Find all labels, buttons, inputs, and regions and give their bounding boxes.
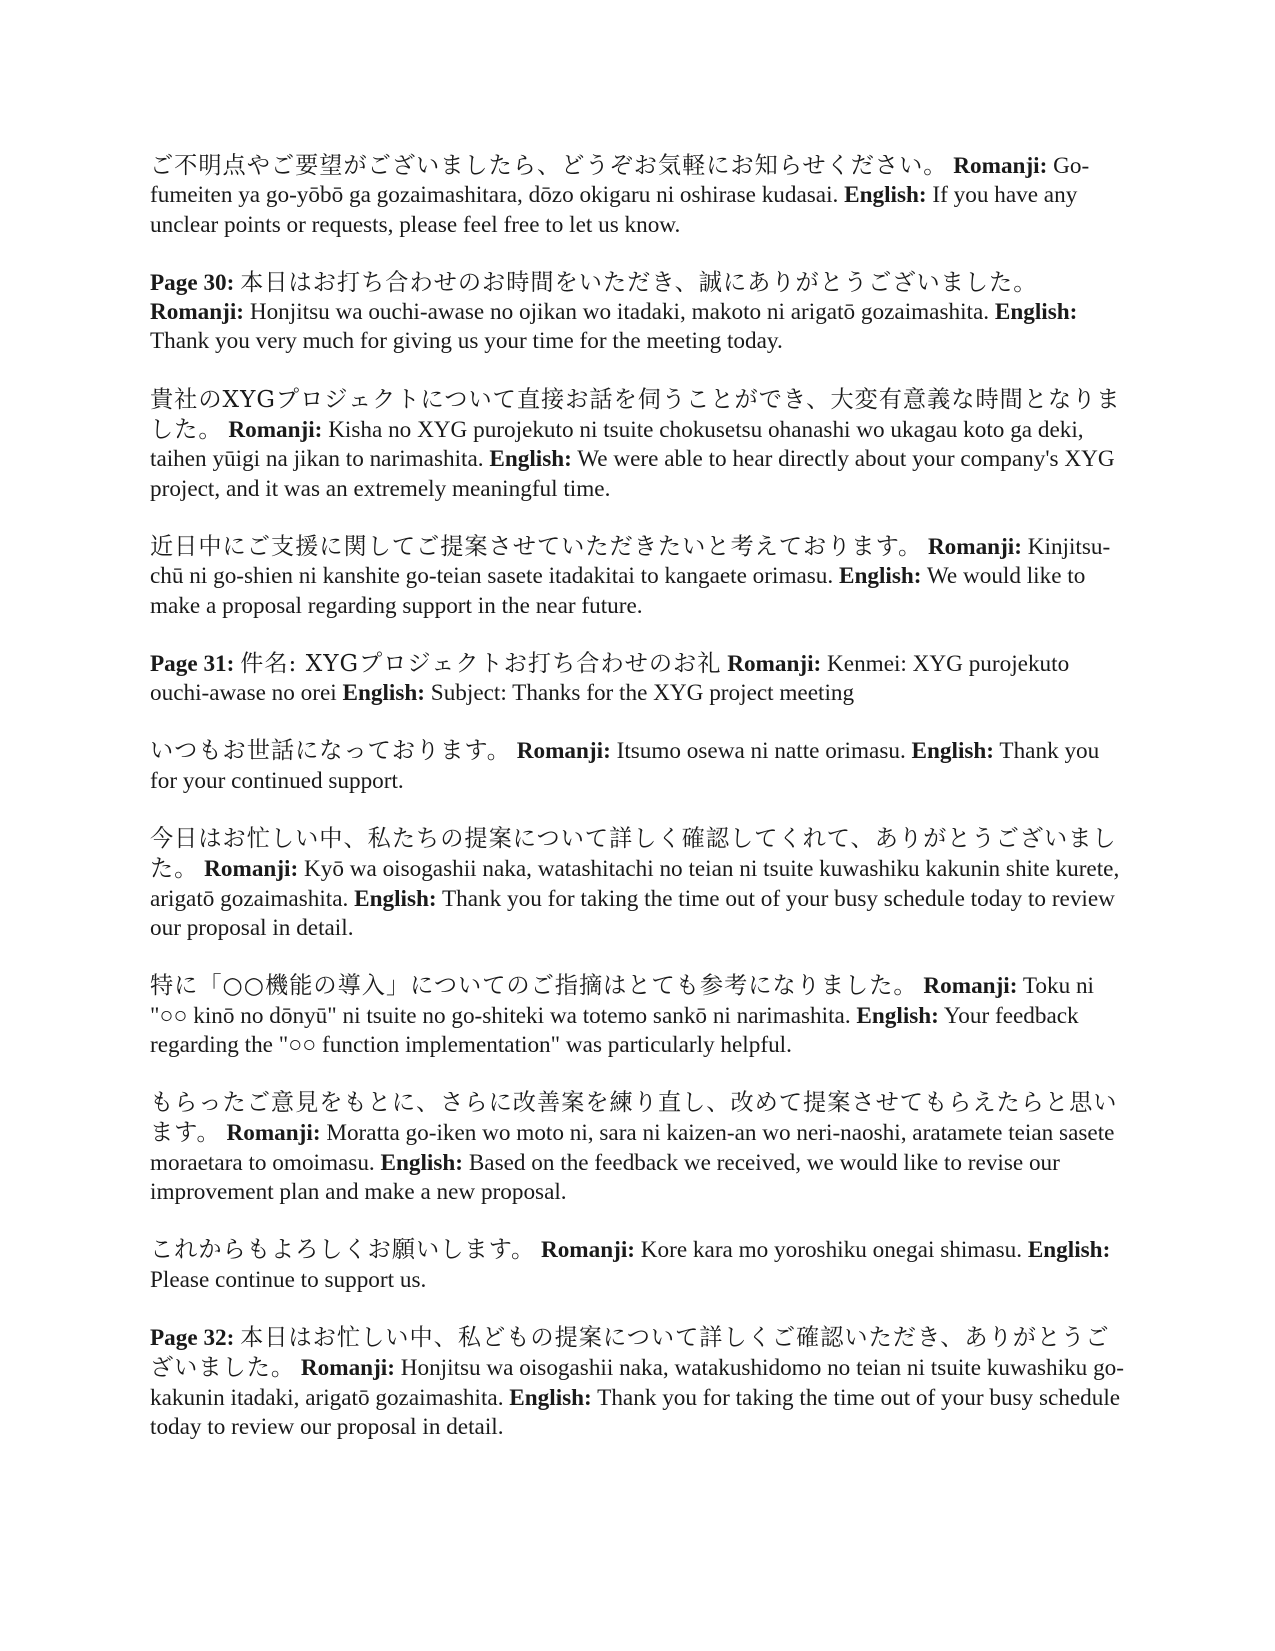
- english-label: English:: [354, 885, 437, 912]
- english-label: English:: [856, 1002, 939, 1029]
- english-label: English:: [489, 446, 572, 473]
- romanji-text: Toku ni "○○ kinō no dōnyū" ni tsuite no go-shiteki wa totemo sankō ni narimashita.: [150, 973, 1095, 1029]
- english-text: Thank you for taking the time out of your busy schedule today to review our proposal in detail.: [150, 1384, 1121, 1440]
- japanese-text: 貴社のXYGプロジェクトについて直接お話を伺うことができ、大変有意義な時間となりました。: [150, 385, 1121, 444]
- japanese-text: 今日はお忙しい中、私たちの提案について詳しく確認してくれて、ありがとうございました。: [150, 825, 1117, 883]
- english-text: Your feedback regarding the "○○ function implementation" was particularly helpful.: [150, 1002, 1079, 1058]
- japanese-text: いつもお世話になっております。: [150, 737, 511, 765]
- romanji-text: Go-fumeiten ya go-yōbō ga gozaimashitara, dōzo okigaru ni oshirase kudasai.: [150, 153, 1090, 209]
- english-label: English:: [994, 299, 1078, 326]
- english-text: Please continue to support us.: [150, 1266, 427, 1293]
- romanji-text: Honjitsu wa ouchi-awase no ojikan wo itadaki, makoto ni arigatō gozaimashita.: [249, 299, 990, 326]
- romanji-label: Romanji:: [228, 417, 323, 444]
- page-label: Page 32:: [150, 1324, 235, 1351]
- translation-paragraph: [150, 268, 1130, 357]
- english-label: English:: [342, 680, 425, 707]
- romanji-label: Romanji:: [150, 299, 245, 326]
- japanese-text: もらったご意見をもとに、さらに改善案を練り直し、改めて提案させてもらえたらと思います。: [150, 1089, 1118, 1147]
- translation-paragraph: [150, 971, 1130, 1060]
- english-label: English:: [911, 738, 995, 765]
- romanji-text: Kinjitsu-chū ni go-shien ni kanshite go-teian sasete itadakitai to kangaete orimasu.: [150, 533, 1111, 590]
- english-text: Subject: Thanks for the XYG project meeting: [430, 680, 855, 707]
- romanji-label: Romanji:: [300, 1355, 395, 1382]
- romanji-text: Itsumo osewa ni natte orimasu.: [616, 738, 906, 765]
- romanji-label: Romanji:: [953, 153, 1048, 179]
- romanji-label: Romanji:: [516, 738, 611, 765]
- page-label: Page 31:: [150, 650, 235, 677]
- japanese-text: 本日はお忙しい中、私どもの提案について詳しくご確認いただき、ありがとうございました。: [150, 1323, 1110, 1382]
- japanese-text: 件名: XYGプロジェクトお打ち合わせのお礼: [240, 649, 722, 677]
- japanese-text: これからもよろしくお願いします。: [150, 1236, 536, 1264]
- romanji-label: Romanji:: [727, 650, 822, 677]
- romanji-text: Kisha no XYG purojekuto ni tsuite chokusetsu ohanashi wo ukagau koto ga deki, taihen yūigi na jikan to narimashita.: [150, 417, 1084, 473]
- romanji-label: Romanji:: [927, 533, 1022, 560]
- translation-paragraph: [150, 1323, 1130, 1442]
- translation-paragraph: [150, 1235, 1130, 1295]
- japanese-text: ご不明点やご要望がございましたら、どうぞお気軽にお知らせください。: [150, 152, 948, 179]
- english-text: Thank you for taking the time out of your busy schedule today to review our proposal in detail.: [150, 885, 1115, 941]
- translation-paragraph: [150, 1088, 1130, 1207]
- romanji-label: Romanji:: [204, 856, 299, 883]
- english-text: Thank you for your continued support.: [150, 738, 1100, 794]
- translation-paragraph: [150, 736, 1130, 796]
- translation-paragraph: [150, 649, 1130, 709]
- romanji-label: Romanji:: [540, 1237, 635, 1264]
- page-label: Page 30:: [150, 269, 235, 296]
- english-label: English:: [509, 1384, 592, 1411]
- romanji-label: Romanji:: [923, 973, 1018, 1000]
- english-text: We were able to hear directly about your company's XYG project, and it was an extremely meaningful time.: [150, 446, 1115, 502]
- english-text: Thank you very much for giving us your time for the meeting today.: [150, 328, 783, 355]
- english-label: English:: [844, 182, 927, 209]
- translation-paragraph: [150, 532, 1130, 621]
- romanji-text: Kyō wa oisogashii naka, watashitachi no teian ni tsuite kuwashiku kakunin shite kurete, arigatō gozaimashita.: [150, 856, 1120, 912]
- romanji-text: Moratta go-iken wo moto ni, sara ni kaizen-an wo neri-naoshi, aratamete teian sasete moraetara to omoimasu.: [150, 1120, 1115, 1176]
- english-label: English:: [838, 563, 922, 590]
- translation-paragraph: [150, 151, 1130, 240]
- japanese-text: 近日中にご支援に関してご提案させていただきたいと考えております。: [150, 532, 923, 560]
- english-text: Based on the feedback we received, we would like to revise our improvement plan and make a new proposal.: [150, 1149, 1060, 1206]
- romanji-text: Kore kara mo yoroshiku onegai shimasu.: [640, 1237, 1023, 1264]
- japanese-text: 本日はお打ち合わせのお時間をいただき、誠にありがとうございました。: [240, 268, 1038, 296]
- japanese-text: 特に「○○機能の導入」についてのご指摘はとても参考になりました。: [150, 972, 918, 1000]
- romanji-text: Kenmei: XYG purojekuto ouchi-awase no orei: [150, 650, 1070, 707]
- english-label: English:: [1027, 1237, 1111, 1264]
- translation-paragraph: [150, 385, 1130, 504]
- romanji-text: Honjitsu wa oisogashii naka, watakushidomo no teian ni tsuite kuwashiku go-kakunin itadaki, arigatō gozaimashita.: [150, 1355, 1124, 1411]
- english-text: If you have any unclear points or requests, please feel free to let us know.: [150, 182, 1078, 238]
- english-label: English:: [380, 1149, 464, 1176]
- romanji-label: Romanji:: [226, 1120, 321, 1147]
- translation-paragraph: [150, 824, 1130, 943]
- document-page: [150, 151, 1130, 1470]
- english-text: We would like to make a proposal regarding support in the near future.: [150, 563, 1086, 619]
